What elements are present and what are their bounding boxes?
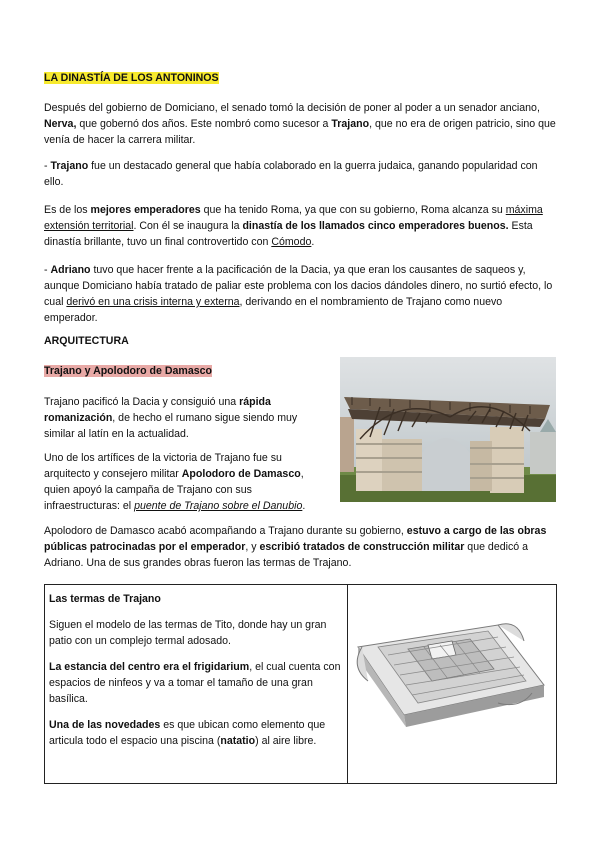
bold-trajano: Trajano xyxy=(331,118,370,130)
termas-title: Las termas de Trajano xyxy=(49,593,161,605)
bold-text: Una de las novedades xyxy=(49,719,161,731)
paragraph-adriano xyxy=(44,262,556,326)
text-run: , y xyxy=(245,541,260,553)
paragraph-nerva xyxy=(44,100,556,148)
text-run: es que ubican como elemento que articula todo el espacio una piscina ( xyxy=(49,719,326,747)
bold-text: dinastía de los llamados cinco emperadores buenos. xyxy=(242,220,509,232)
subheading-highlight: Trajano y Apolodoro de Damasco xyxy=(44,365,212,377)
text-run: Trajano pacificó la Dacia y consiguió una xyxy=(44,396,240,408)
bold-adriano: Adriano xyxy=(50,264,91,276)
text-run: . xyxy=(302,500,306,512)
text-run: que gobernó dos años. Este nombró como sucesor a xyxy=(76,118,332,130)
text-run: Esta dinastía brillante, tuvo un final controvertido con xyxy=(44,220,533,248)
underlined-text: Cómodo xyxy=(271,236,312,248)
bold-text: La estancia del centro era el frigidarium xyxy=(49,661,250,673)
bridge-illustration xyxy=(340,357,556,502)
text-run: , de hecho el rumano sigue siendo muy similar al latín en la actualidad. xyxy=(44,412,298,440)
paragraph-obras xyxy=(44,523,556,571)
termas-text-2 xyxy=(49,659,343,707)
paragraph-apolodoro xyxy=(44,450,326,514)
text-run: , el cual cuenta con espacios de ninfeos y va a tomar el tamaño de una gran basílica. xyxy=(49,661,341,705)
text-run: Apolodoro de Damasco acabó acompañando a Trajano durante su gobierno, xyxy=(44,525,407,537)
bold-text: escribió tratados de construcción militar xyxy=(259,541,465,553)
title-highlight: LA DINASTÍA DE LOS ANTONINOS xyxy=(44,72,219,84)
bridge-image xyxy=(340,357,556,502)
termas-image xyxy=(348,585,553,783)
underlined-text: máxima extensión territorial xyxy=(44,204,543,232)
text-run: ) al aire libre. xyxy=(255,735,317,747)
bold-text: mejores emperadores xyxy=(90,204,201,216)
termas-text-3 xyxy=(49,717,343,749)
bold-trajano: Trajano xyxy=(50,160,89,172)
bold-nerva: Nerva, xyxy=(44,118,77,130)
text-run: - xyxy=(44,264,51,276)
baths-model-illustration xyxy=(348,585,553,783)
text-run: . Con él se inaugura la xyxy=(133,220,243,232)
text-run: Es de los xyxy=(44,204,91,216)
section-heading: ARQUITECTURA xyxy=(44,335,129,347)
text-run: , que no era de origen patricio, sino que venía de hacer la carrera militar. xyxy=(44,118,556,146)
text-run: Uno de los artífices de la victoria de Trajano fue su arquitecto y consejero militar xyxy=(44,452,282,480)
text-run: que ha tenido Roma, ya que con su gobierno, Roma alcanza su xyxy=(200,204,506,216)
termas-image-cell xyxy=(348,585,557,784)
underlined-text: derivó en una crisis interna y externa xyxy=(66,296,240,308)
bold-text: natatio xyxy=(220,735,256,747)
termas-table xyxy=(44,584,557,784)
underlined-italic-text: puente de Trajano sobre el Danubio xyxy=(134,500,303,512)
text-run: . xyxy=(311,236,315,248)
paragraph-trajano xyxy=(44,158,556,190)
bold-text: estuvo a cargo de las obras públicas patrocinadas por el emperador xyxy=(44,525,547,553)
text-run: tuvo que hacer frente a la pacificación de la Dacia, ya que eran los causantes de saqueos y, aunque Domiciano había tratado de paliar este problema con los dacios dándoles dinero, no surtió efecto, lo cual xyxy=(44,264,553,308)
paragraph-romanizacion xyxy=(44,394,324,442)
termas-text-1: Siguen el modelo de las termas de Tito, donde hay un gran patio con un complejo termal adosado. xyxy=(49,619,327,647)
termas-text-cell xyxy=(45,585,348,784)
page-title xyxy=(44,70,556,86)
text-run: - xyxy=(44,160,51,172)
text-run: Después del gobierno de Domiciano, el senado tomó la decisión de poner al poder a un senador anciano, xyxy=(44,102,540,114)
text-run: , quien apoyó la campaña de Trajano con sus infraestructuras: el xyxy=(44,468,304,512)
text-run: fue un destacado general que había colaborado en la guerra judaica, ganando popularidad con ello. xyxy=(44,160,538,188)
subheading xyxy=(44,363,334,379)
bold-text: Apolodoro de Damasco xyxy=(181,468,301,480)
bold-text: rápida romanización xyxy=(44,396,271,424)
paragraph-emperors xyxy=(44,202,556,250)
text-run: , derivando en el nombramiento de Trajano como nuevo emperador. xyxy=(44,296,503,324)
text-run: que dedicó a Adriano. Una de sus grandes obras fueron las termas de Trajano. xyxy=(44,541,528,569)
